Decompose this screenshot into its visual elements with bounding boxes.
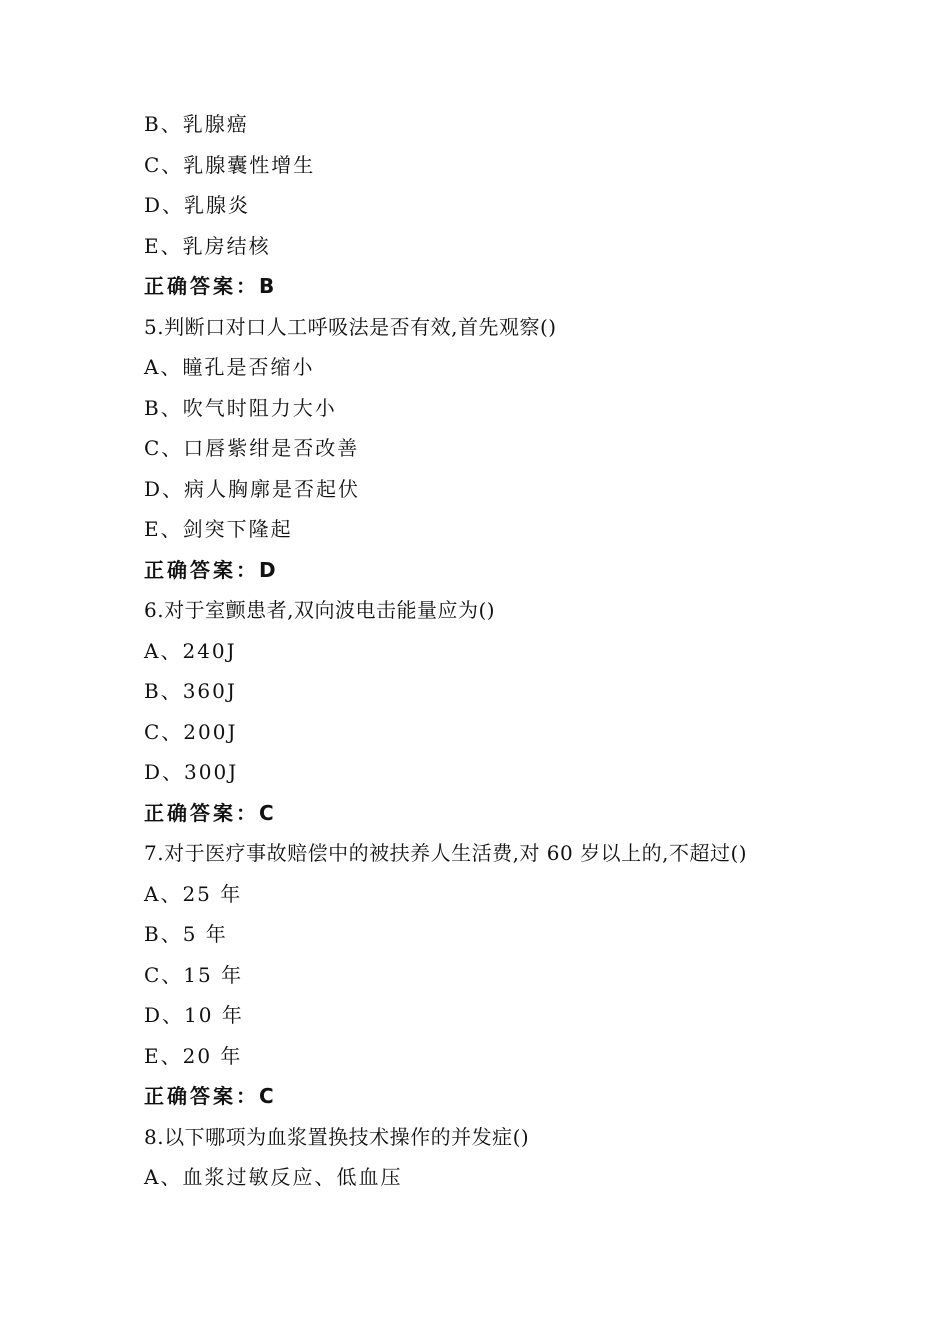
option-5-a: A、瞳孔是否缩小 — [144, 355, 315, 379]
option-6-a: A、240J — [144, 638, 237, 663]
option-7-a: A、25 年 — [144, 881, 243, 906]
option-7-d: D、10 年 — [144, 1003, 244, 1027]
question-6: 6.对于室颤患者,双向波电击能量应为() — [144, 598, 496, 622]
option-5-b: B、吹气时阻力大小 — [144, 395, 337, 420]
option-4-d: D、乳腺炎 — [144, 193, 251, 217]
option-4-c: C、乳腺囊性增生 — [144, 152, 316, 177]
answer-6: 正确答案：C — [144, 800, 277, 825]
option-4-e: E、乳房结核 — [144, 233, 271, 258]
answer-4: 正确答案：B — [144, 274, 278, 298]
question-8: 8.以下哪项为血浆置换技术操作的并发症() — [144, 1124, 530, 1149]
option-5-e: E、剑突下隆起 — [144, 517, 293, 541]
option-6-c: C、200J — [144, 719, 238, 744]
option-6-d: D、300J — [144, 760, 239, 784]
option-4-b: B、乳腺癌 — [144, 112, 249, 136]
option-5-c: C、口唇紫绀是否改善 — [144, 436, 360, 460]
question-5: 5.判断口对口人工呼吸法是否有效,首先观察() — [144, 314, 557, 339]
question-7: 7.对于医疗事故赔偿中的被扶养人生活费,对 60 岁以上的,不超过() — [144, 841, 748, 865]
option-6-b: B、360J — [144, 679, 237, 703]
option-7-b: B、5 年 — [144, 922, 228, 946]
option-7-c: C、15 年 — [144, 962, 244, 987]
option-8-a: A、血浆过敏反应、低血压 — [144, 1165, 403, 1189]
answer-5: 正确答案：D — [144, 557, 279, 582]
option-5-d: D、病人胸廓是否起伏 — [144, 476, 361, 501]
option-7-e: E、20 年 — [144, 1043, 243, 1068]
answer-7: 正确答案：C — [144, 1084, 277, 1108]
document-page — [144, 104, 904, 1198]
